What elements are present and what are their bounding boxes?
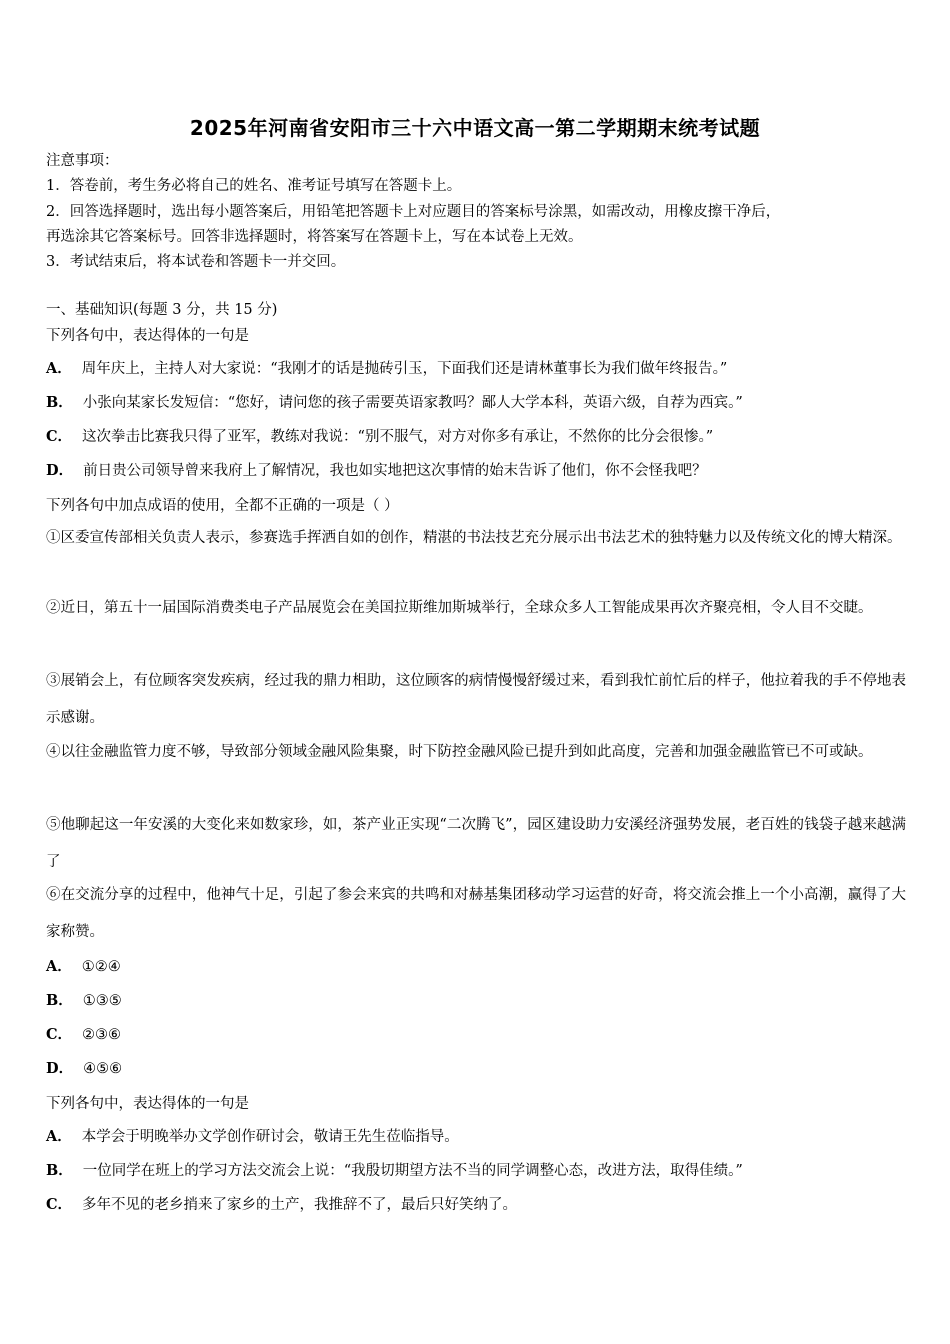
option-text: ④⑤⑥ [83, 1061, 123, 1077]
q3-option-b [46, 1161, 743, 1181]
option-label: A． [46, 360, 72, 377]
option-text: ①②④ [81, 959, 121, 975]
notice-item-2: 2．回答选择题时，选出每小题答案后，用铅笔把答题卡上对应题目的答案标号涂黑，如需改动，用橡皮擦干净后， [46, 204, 781, 220]
q2-sentence-4: ④以往金融监管力度不够，导致部分领域金融风险集聚，时下防控金融风险已提升到如此高度，完善和加强金融监管已不可或缺。 [46, 744, 873, 760]
q3-stem: 下列各句中，表达得体的一句是 [46, 1096, 249, 1112]
q1-option-a [46, 359, 727, 379]
option-label: C． [46, 1026, 73, 1043]
q2-sentence-2: ②近日，第五十一届国际消费类电子产品展览会在美国拉斯维加斯城举行，全球众多人工智能成果再次齐聚亮相，令人目不交睫。 [46, 600, 873, 616]
option-label: B． [46, 1162, 73, 1179]
q2-sentence-1: ①区委宣传部相关负责人表示，参赛选手挥洒自如的创作，精湛的书法技艺充分展示出书法艺术的独特魅力以及传统文化的博大精深。 [46, 530, 902, 546]
notice-item-1: 1．答卷前，考生务必将自己的姓名、准考证号填写在答题卡上。 [46, 178, 462, 194]
option-text: 本学会于明晚举办文学创作研讨会，敬请王先生莅临指导。 [81, 1129, 459, 1145]
q2-stem: 下列各句中加点成语的使用，全都不正确的一项是（ ） [46, 498, 399, 514]
section-heading: 一、基础知识(每题 3 分，共 15 分) [46, 302, 278, 318]
option-label: C． [46, 428, 73, 445]
option-label: B． [46, 394, 73, 411]
notice-item-2-cont: 再选涂其它答案标号。回答非选择题时，将答案写在答题卡上，写在本试卷上无效。 [46, 229, 583, 245]
option-label: C． [46, 1196, 73, 1213]
q2-sentence-3: ③展销会上，有位顾客突发疾病，经过我的鼎力相助，这位顾客的病情慢慢舒缓过来，看到我忙前忙后的样子，他拉着我的手不停地表示感谢。 [46, 673, 906, 726]
option-text: 一位同学在班上的学习方法交流会上说：“我殷切期望方法不当的同学调整心态，改进方法，取得佳绩。” [82, 1163, 743, 1179]
q1-option-d [46, 461, 707, 481]
option-text: ②③⑥ [82, 1027, 122, 1043]
q2-sentence-6: ⑥在交流分享的过程中，他神气十足，引起了参会来宾的共鸣和对赫基集团移动学习运营的好奇，将交流会推上一个小高潮，赢得了大家称赞。 [46, 887, 906, 940]
option-text: 这次拳击比赛我只得了亚军，教练对我说：“别不服气，对方对你多有承让，不然你的比分会很惨。” [82, 429, 714, 445]
option-text: 小张向某家长发短信：“您好，请问您的孩子需要英语家教吗？鄙人大学本科，英语六级，自荐为西宾。” [82, 395, 743, 411]
option-label: D． [46, 1060, 74, 1077]
q2-option-c [46, 1025, 121, 1045]
notice-item-3: 3．考试结束后，将本试卷和答题卡一并交回。 [46, 254, 346, 270]
q3-option-c [46, 1195, 517, 1215]
option-text: ①③⑤ [82, 993, 122, 1009]
option-label: B． [46, 992, 73, 1009]
q3-option-a [46, 1127, 459, 1147]
option-text: 前日贵公司领导曾来我府上了解情况，我也如实地把这次事情的始末告诉了他们，你不会怪我吧？ [83, 463, 707, 479]
q1-option-c [46, 427, 713, 447]
q2-option-b [46, 991, 122, 1011]
q1-stem: 下列各句中，表达得体的一句是 [46, 328, 249, 344]
option-label: D． [46, 462, 74, 479]
q2-option-a [46, 957, 121, 977]
q1-option-b [46, 393, 743, 413]
exam-title: 2025年河南省安阳市三十六中语文高一第二学期期末统考试题 [189, 116, 761, 140]
option-text: 多年不见的老乡捎来了家乡的土产，我推辞不了，最后只好笑纳了。 [82, 1197, 518, 1213]
option-label: A． [46, 1128, 72, 1145]
option-text: 周年庆上，主持人对大家说：“我刚才的话是抛砖引玉，下面我们还是请林董事长为我们做年终报告。” [81, 361, 728, 377]
notice-heading: 注意事项： [46, 153, 119, 169]
q2-option-d [46, 1059, 122, 1079]
option-label: A． [46, 958, 72, 975]
q2-sentence-5: ⑤他聊起这一年安溪的大变化来如数家珍，如，茶产业正实现“二次腾飞”，园区建设助力安溪经济强势发展，老百姓的钱袋子越来越满了 [46, 817, 906, 870]
